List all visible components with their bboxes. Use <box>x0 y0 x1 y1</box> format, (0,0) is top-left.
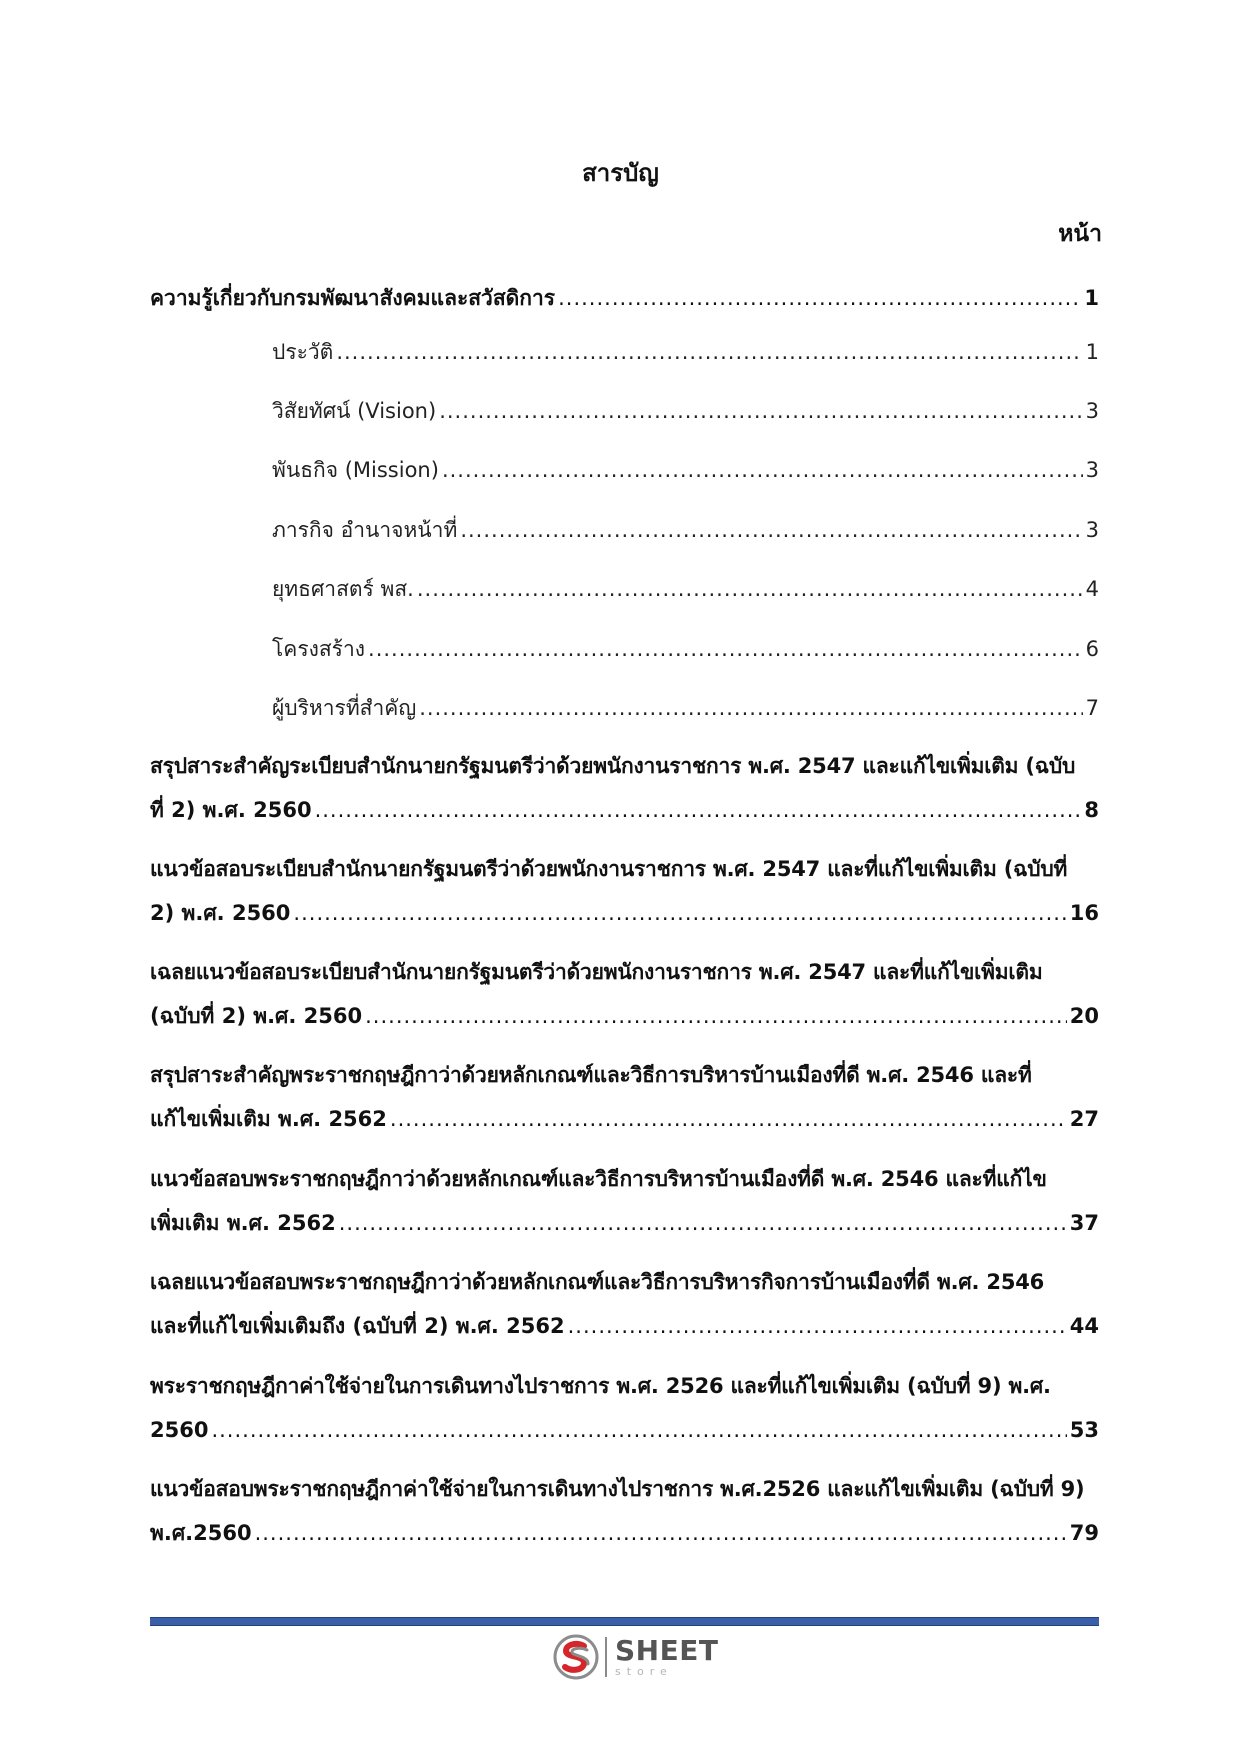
dot-leader <box>460 510 1082 550</box>
toc-page-number: 79 <box>1069 1521 1099 1545</box>
toc-entry-title: ภารกิจ อำนาจหน้าที่ <box>272 518 458 542</box>
dot-leader <box>419 688 1082 728</box>
toc-entry-title-line2: ที่ 2) พ.ศ. 2560 <box>150 798 312 822</box>
logo-wordmark <box>615 1634 719 1678</box>
dot-leader <box>442 450 1083 490</box>
toc-entry-section[interactable] <box>150 1467 1099 1555</box>
toc-page-number: 16 <box>1069 901 1099 925</box>
logo-separator <box>605 1637 607 1677</box>
toc-entry-title-line2: 2) พ.ศ. 2560 <box>150 901 291 925</box>
footer-divider <box>150 1617 1099 1626</box>
toc-page-number: 20 <box>1069 1004 1099 1028</box>
toc-entry-section[interactable] <box>150 1053 1099 1141</box>
toc-entry-section[interactable] <box>150 847 1099 935</box>
toc-entry-section[interactable] <box>150 1364 1099 1452</box>
sheet-store-logo-icon <box>553 1634 599 1680</box>
toc-entry-section[interactable] <box>150 1260 1099 1348</box>
toc-entry-section[interactable] <box>150 950 1099 1038</box>
toc-entry-title-line2: (ฉบับที่ 2) พ.ศ. 2560 <box>150 1004 363 1028</box>
toc-entry-title: ประวัติ <box>272 340 334 364</box>
toc-entry-title-line1: แนวข้อสอบพระราชกฤษฎีกาว่าด้วยหลักเกณฑ์และวิธีการบริหารบ้านเมืองที่ดี พ.ศ. 2546 และที่แก้ไข <box>150 1167 1047 1191</box>
toc-entry-title: วิสัยทัศน์ (Vision) <box>272 399 437 423</box>
toc-entry-subsection[interactable] <box>272 629 1099 669</box>
toc-entry-section[interactable] <box>150 276 1099 320</box>
toc-page-number: 1 <box>1085 340 1099 364</box>
toc-page-number: 4 <box>1085 577 1099 601</box>
toc-entry-title-line2: แก้ไขเพิ่มเติม พ.ศ. 2562 <box>150 1107 387 1131</box>
dot-leader <box>339 1201 1067 1245</box>
toc-entry-title-line2: พ.ศ.2560 <box>150 1521 252 1545</box>
toc-entry-title-line1: แนวข้อสอบพระราชกฤษฎีกาค่าใช้จ่ายในการเดินทางไปราชการ พ.ศ.2526 และแก้ไขเพิ่มเติม (ฉบับที่ 9) <box>150 1477 1085 1501</box>
toc-entry-subsection[interactable] <box>272 688 1099 728</box>
toc-page-number: 44 <box>1069 1314 1099 1338</box>
toc-page-number: 1 <box>1084 286 1099 310</box>
toc-entry-subsection[interactable] <box>272 391 1099 431</box>
toc-page-number: 37 <box>1069 1211 1099 1235</box>
toc-entry-subsection[interactable] <box>272 510 1099 550</box>
toc-entry-title: ความรู้เกี่ยวกับกรมพัฒนาสังคมและสวัสดิการ <box>150 286 556 310</box>
toc-entry-title: โครงสร้าง <box>272 637 366 661</box>
dot-leader <box>568 1304 1067 1348</box>
toc-entry-title: ยุทธศาสตร์ พส. <box>272 577 414 601</box>
toc-entry-title-line2: เพิ่มเติม พ.ศ. 2562 <box>150 1211 336 1235</box>
toc-entry-title-line1: เฉลยแนวข้อสอบระเบียบสำนักนายกรัฐมนตรีว่าด้วยพนักงานราชการ พ.ศ. 2547 และที่แก้ไขเพิ่มเติม <box>150 960 1043 984</box>
dot-leader <box>368 629 1083 669</box>
toc-page-number: 53 <box>1069 1418 1099 1442</box>
dot-leader <box>390 1097 1067 1141</box>
toc-page-number: 3 <box>1085 518 1099 542</box>
toc-entry-subsection[interactable] <box>272 569 1099 609</box>
toc-entry-title-line1: เฉลยแนวข้อสอบพระราชกฤษฎีกาว่าด้วยหลักเกณฑ์และวิธีการบริหารกิจการบ้านเมืองที่ดี พ.ศ. 2546 <box>150 1270 1045 1294</box>
toc-entry-title-line2: และที่แก้ไขเพิ่มเติมถึง (ฉบับที่ 2) พ.ศ. 2562 <box>150 1314 565 1338</box>
toc-entry-section[interactable] <box>150 1157 1099 1245</box>
toc-entry-title-line1: แนวข้อสอบระเบียบสำนักนายกรัฐมนตรีว่าด้วยพนักงานราชการ พ.ศ. 2547 และที่แก้ไขเพิ่มเติม (ฉบับที่ <box>150 857 1068 881</box>
toc-entry-title: พันธกิจ (Mission) <box>272 458 439 482</box>
toc-page-number: 3 <box>1085 399 1099 423</box>
sheet-store-logo <box>553 1632 718 1682</box>
dot-leader <box>439 391 1082 431</box>
dot-leader <box>255 1511 1067 1555</box>
toc-entry-section[interactable] <box>150 744 1099 832</box>
dot-leader <box>211 1408 1066 1452</box>
dot-leader <box>336 332 1082 372</box>
toc-page-number: 3 <box>1085 458 1099 482</box>
page-title: สารบัญ <box>582 159 659 187</box>
toc-entry-title-line1: สรุปสาระสำคัญพระราชกฤษฎีกาว่าด้วยหลักเกณฑ์และวิธีการบริหารบ้านเมืองที่ดี พ.ศ. 2546 และที่ <box>150 1063 1032 1087</box>
toc-entry-title-line2: 2560 <box>150 1418 209 1442</box>
logo-word: SHEET <box>615 1634 719 1667</box>
dot-leader <box>417 569 1083 609</box>
toc-entry-title-line1: สรุปสาระสำคัญระเบียบสำนักนายกรัฐมนตรีว่าด้วยพนักงานราชการ พ.ศ. 2547 และแก้ไขเพิ่มเติม (ฉบับ <box>150 754 1076 778</box>
toc-entry-title-line1: พระราชกฤษฎีกาค่าใช้จ่ายในการเดินทางไปราชการ พ.ศ. 2526 และที่แก้ไขเพิ่มเติม (ฉบับที่ 9) พ.ศ. <box>150 1374 1051 1398</box>
toc-page-number: 27 <box>1069 1107 1099 1131</box>
dot-leader <box>293 891 1066 935</box>
dot-leader <box>315 788 1082 832</box>
toc-entry-subsection[interactable] <box>272 332 1099 372</box>
dot-leader <box>558 276 1081 320</box>
toc-page-number: 7 <box>1085 696 1099 720</box>
page-number-column-header: หน้า <box>1058 221 1102 247</box>
toc-page-number: 8 <box>1084 798 1099 822</box>
dot-leader <box>365 994 1067 1038</box>
logo-subword: store <box>615 1665 673 1678</box>
toc-entry-title: ผู้บริหารที่สำคัญ <box>272 696 417 720</box>
toc-entry-subsection[interactable] <box>272 450 1099 490</box>
toc-page-number: 6 <box>1085 637 1099 661</box>
